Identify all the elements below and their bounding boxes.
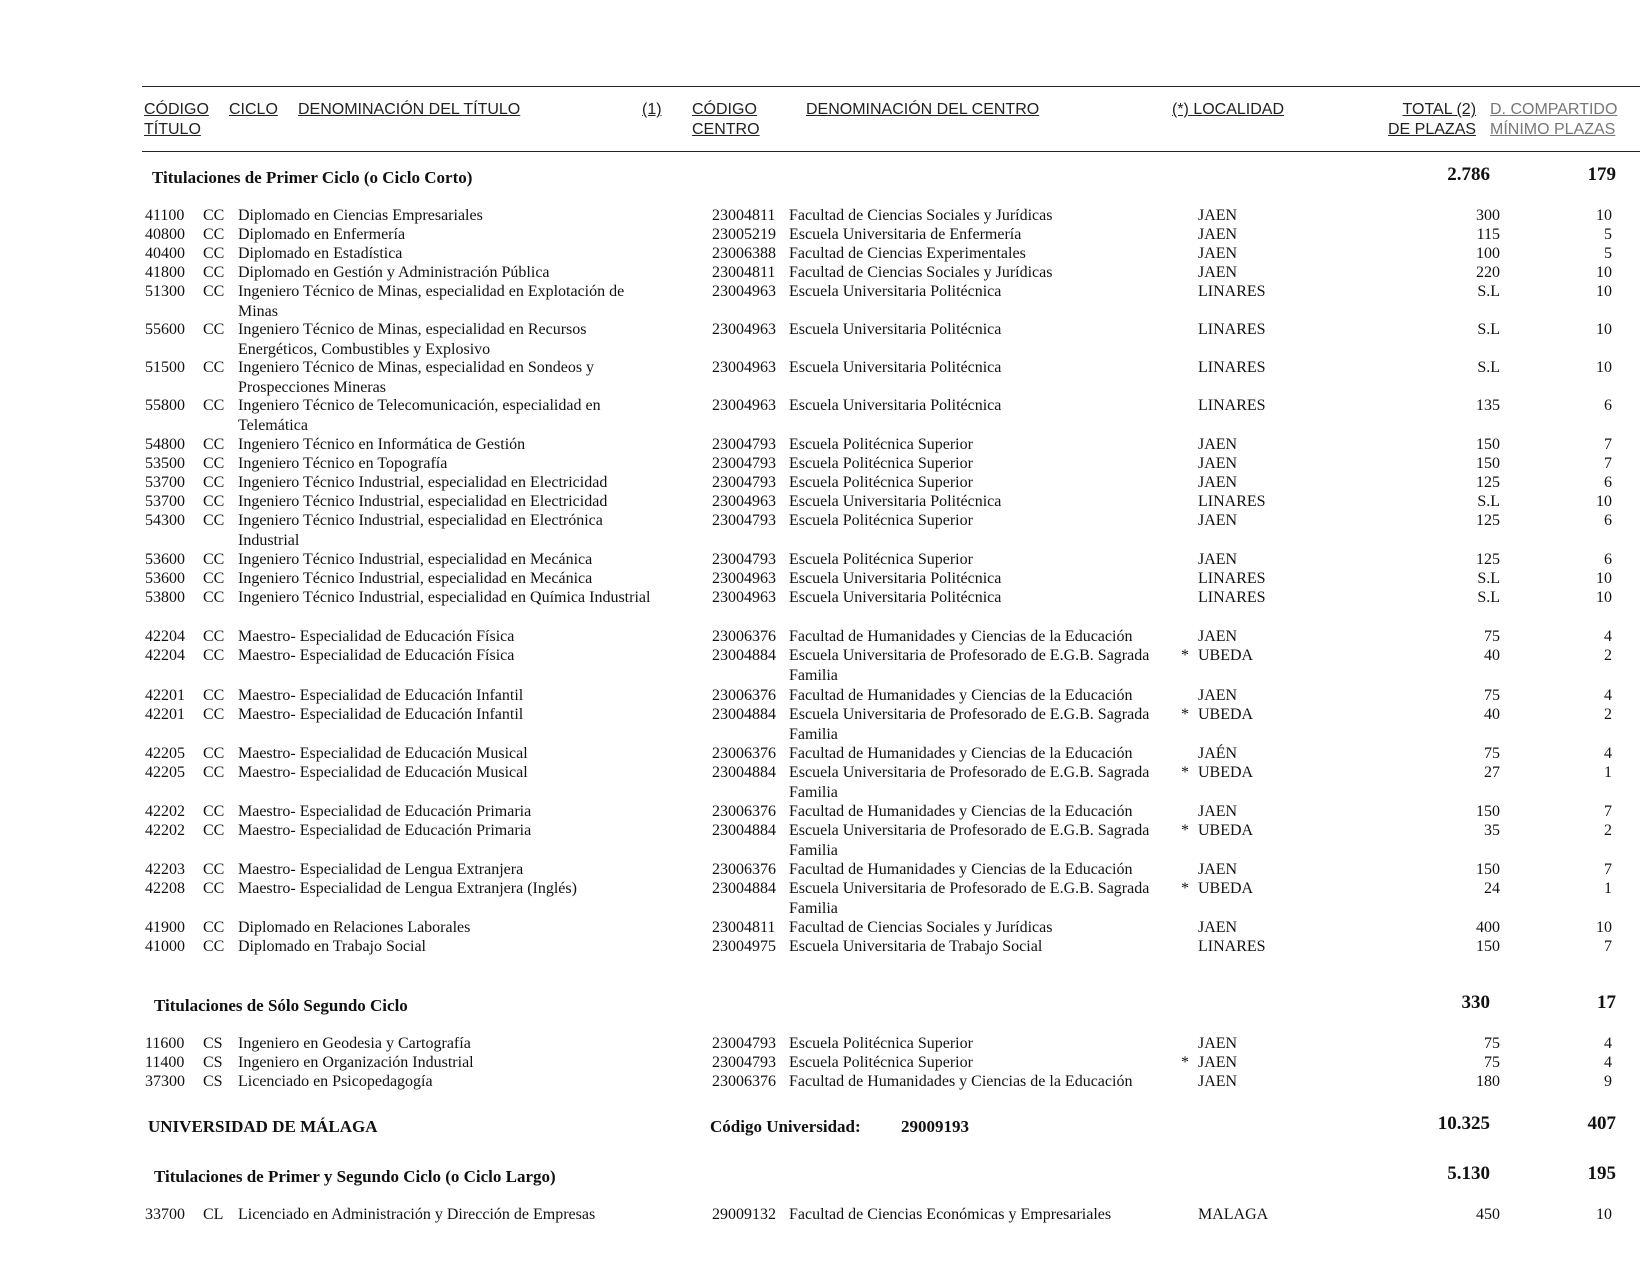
row-codigo-titulo: 41900 [145, 919, 185, 936]
row-total-plazas: 300 [1476, 207, 1500, 224]
section-minimo-segundo-ciclo: 17 [1597, 992, 1616, 1013]
row-localidad: JAEN [1198, 628, 1238, 645]
row-codigo-titulo: 42201 [145, 706, 185, 723]
row-codigo-centro: 23006376 [712, 1073, 776, 1090]
university-name: UNIVERSIDAD DE MÁLAGA [148, 1117, 378, 1136]
row-nota-asterisco: * [1181, 647, 1189, 664]
row-total-plazas: 180 [1476, 1073, 1500, 1090]
row-denominacion-centro: Escuela Universitaria de Profesorado de E.G.B. Sagrada Familia [789, 880, 1150, 917]
row-codigo-centro: 29009132 [712, 1206, 776, 1223]
row-denominacion-centro: Escuela Universitaria Politécnica [789, 397, 1002, 414]
row-ciclo: CC [203, 474, 225, 491]
row-localidad: JAEN [1198, 861, 1238, 878]
row-codigo-centro: 23006376 [712, 745, 776, 762]
row-codigo-titulo: 11600 [145, 1035, 185, 1052]
row-codigo-titulo: 42203 [145, 861, 185, 878]
row-localidad: JAEN [1198, 1073, 1238, 1090]
row-minimo-plazas: 2 [1604, 647, 1612, 664]
row-total-plazas: S.L [1477, 570, 1500, 587]
row-nota-asterisco: * [1181, 822, 1189, 839]
row-localidad: LINARES [1198, 283, 1266, 300]
row-total-plazas: 75 [1484, 628, 1500, 645]
row-ciclo: CS [203, 1054, 223, 1071]
row-minimo-plazas: 2 [1604, 822, 1612, 839]
row-total-plazas: 125 [1476, 474, 1500, 491]
row-total-plazas: 75 [1484, 687, 1500, 704]
row-nota-asterisco: * [1181, 1054, 1189, 1071]
row-codigo-titulo: 37300 [145, 1073, 185, 1090]
row-total-plazas: 75 [1484, 1054, 1500, 1071]
row-minimo-plazas: 6 [1604, 397, 1612, 414]
row-total-plazas: 135 [1476, 397, 1500, 414]
row-total-plazas: 150 [1476, 938, 1500, 955]
row-minimo-plazas: 4 [1604, 687, 1612, 704]
row-denominacion-titulo: Diplomado en Ciencias Empresariales [238, 207, 483, 224]
row-ciclo: CC [203, 321, 225, 338]
row-codigo-titulo: 53800 [145, 589, 185, 606]
row-codigo-titulo: 41100 [145, 207, 185, 224]
row-denominacion-centro: Escuela Universitaria Politécnica [789, 570, 1002, 587]
row-denominacion-centro: Facultad de Humanidades y Ciencias de la Educación [789, 803, 1133, 820]
row-codigo-titulo: 33700 [145, 1206, 185, 1223]
row-total-plazas: S.L [1477, 359, 1500, 376]
row-codigo-centro: 23004793 [712, 1054, 776, 1071]
row-codigo-titulo: 42208 [145, 880, 185, 897]
row-denominacion-titulo: Diplomado en Enfermería [238, 226, 406, 243]
header-compartido: D. COMPARTIDO MÍNIMO PLAZAS [1490, 101, 1618, 138]
row-denominacion-titulo: Ingeniero Técnico de Minas, especialidad en Sondeos y Prospecciones Mineras [238, 359, 595, 396]
row-codigo-centro: 23006376 [712, 628, 776, 645]
row-total-plazas: 27 [1484, 764, 1500, 781]
row-localidad: MALAGA [1198, 1206, 1269, 1223]
row-minimo-plazas: 10 [1596, 570, 1612, 587]
row-minimo-plazas: 10 [1596, 1206, 1612, 1223]
row-minimo-plazas: 4 [1604, 745, 1612, 762]
row-denominacion-centro: Facultad de Ciencias Experimentales [789, 245, 1026, 262]
row-ciclo: CC [203, 938, 225, 955]
row-denominacion-titulo: Licenciado en Administración y Dirección de Empresas [238, 1206, 596, 1223]
row-codigo-titulo: 42204 [145, 628, 185, 645]
row-nota-asterisco: * [1181, 764, 1189, 781]
row-codigo-centro: 23004793 [712, 436, 776, 453]
row-denominacion-centro: Escuela Universitaria Politécnica [789, 359, 1002, 376]
row-total-plazas: 125 [1476, 512, 1500, 529]
row-denominacion-centro: Escuela Universitaria Politécnica [789, 493, 1002, 510]
section-minimo-ciclo-largo: 195 [1587, 1163, 1616, 1184]
row-codigo-centro: 23004811 [712, 919, 776, 936]
row-ciclo: CC [203, 207, 225, 224]
row-codigo-centro: 23004793 [712, 1035, 776, 1052]
header-denominacion-titulo: DENOMINACIÓN DEL TÍTULO [298, 101, 521, 118]
row-denominacion-centro: Facultad de Humanidades y Ciencias de la Educación [789, 628, 1133, 645]
row-denominacion-titulo: Maestro- Especialidad de Educación Infantil [238, 687, 524, 704]
row-codigo-centro: 23004884 [712, 764, 776, 781]
row-localidad: JAEN [1198, 687, 1238, 704]
row-localidad: JAEN [1198, 474, 1238, 491]
row-minimo-plazas: 6 [1604, 474, 1612, 491]
row-codigo-titulo: 54800 [145, 436, 185, 453]
row-denominacion-centro: Escuela Politécnica Superior [789, 512, 973, 529]
header-total-plazas: TOTAL (2) DE PLAZAS [1388, 101, 1477, 138]
row-codigo-titulo: 53500 [145, 455, 185, 472]
row-denominacion-centro: Escuela Universitaria de Profesorado de E.G.B. Sagrada Familia [789, 647, 1150, 684]
row-codigo-centro: 23004811 [712, 264, 776, 281]
row-denominacion-titulo: Diplomado en Relaciones Laborales [238, 919, 471, 936]
row-localidad: LINARES [1198, 397, 1266, 414]
row-localidad: LINARES [1198, 938, 1266, 955]
row-localidad: LINARES [1198, 589, 1266, 606]
row-denominacion-centro: Escuela Universitaria Politécnica [789, 283, 1002, 300]
row-ciclo: CC [203, 706, 225, 723]
row-denominacion-centro: Escuela Politécnica Superior [789, 1035, 973, 1052]
row-denominacion-centro: Escuela Universitaria Politécnica [789, 589, 1002, 606]
row-codigo-titulo: 51300 [145, 283, 185, 300]
row-localidad: LINARES [1198, 493, 1266, 510]
row-denominacion-centro: Escuela Politécnica Superior [789, 474, 973, 491]
row-denominacion-titulo: Ingeniero en Organización Industrial [238, 1054, 474, 1071]
row-codigo-titulo: 42202 [145, 822, 185, 839]
row-minimo-plazas: 10 [1596, 283, 1612, 300]
row-codigo-centro: 23004975 [712, 938, 776, 955]
row-codigo-titulo: 55600 [145, 321, 185, 338]
row-localidad: LINARES [1198, 359, 1266, 376]
row-total-plazas: S.L [1477, 283, 1500, 300]
row-minimo-plazas: 6 [1604, 551, 1612, 568]
row-minimo-plazas: 10 [1596, 321, 1612, 338]
row-codigo-titulo: 11400 [145, 1054, 185, 1071]
row-total-plazas: 40 [1484, 647, 1500, 664]
row-minimo-plazas: 1 [1604, 880, 1612, 897]
row-ciclo: CC [203, 512, 225, 529]
row-denominacion-centro: Escuela Politécnica Superior [789, 1054, 973, 1071]
row-ciclo: CC [203, 570, 225, 587]
row-localidad: JAEN [1198, 455, 1238, 472]
row-denominacion-centro: Escuela Universitaria de Enfermería [789, 226, 1022, 243]
row-denominacion-centro: Escuela Politécnica Superior [789, 455, 973, 472]
section-total-ciclo-largo: 5.130 [1447, 1163, 1490, 1184]
row-localidad: JAEN [1198, 1035, 1238, 1052]
row-denominacion-titulo: Ingeniero Técnico de Minas, especialidad en Recursos Energéticos, Combustibles y Explosivo [238, 321, 587, 358]
row-total-plazas: 35 [1484, 822, 1500, 839]
row-denominacion-titulo: Maestro- Especialidad de Educación Infantil [238, 706, 524, 723]
row-localidad: JAEN [1198, 226, 1238, 243]
row-denominacion-titulo: Diplomado en Estadística [238, 245, 403, 262]
row-denominacion-centro: Facultad de Ciencias Sociales y Jurídicas [789, 919, 1053, 936]
row-denominacion-centro: Escuela Universitaria de Trabajo Social [789, 938, 1043, 955]
row-denominacion-titulo: Maestro- Especialidad de Educación Musical [238, 764, 528, 781]
row-codigo-centro: 23004963 [712, 397, 776, 414]
row-ciclo: CC [203, 628, 225, 645]
row-denominacion-titulo: Ingeniero Técnico Industrial, especialidad en Mecánica [238, 570, 593, 587]
row-total-plazas: S.L [1477, 321, 1500, 338]
row-ciclo: CC [203, 745, 225, 762]
row-localidad: UBEDA [1198, 764, 1254, 781]
row-codigo-centro: 23004963 [712, 359, 776, 376]
row-total-plazas: 220 [1476, 264, 1500, 281]
row-codigo-titulo: 55800 [145, 397, 185, 414]
row-minimo-plazas: 10 [1596, 264, 1612, 281]
row-denominacion-titulo: Maestro- Especialidad de Lengua Extranjera [238, 861, 524, 878]
row-minimo-plazas: 7 [1604, 803, 1612, 820]
header-top-rule [142, 86, 1640, 87]
row-denominacion-titulo: Diplomado en Trabajo Social [238, 938, 426, 955]
row-codigo-centro: 23004793 [712, 474, 776, 491]
row-codigo-centro: 23004884 [712, 647, 776, 664]
row-localidad: JAEN [1198, 207, 1238, 224]
row-ciclo: CS [203, 1073, 223, 1090]
row-denominacion-titulo: Maestro- Especialidad de Educación Primaria [238, 822, 532, 839]
row-ciclo: CC [203, 687, 225, 704]
row-minimo-plazas: 6 [1604, 512, 1612, 529]
row-codigo-titulo: 53600 [145, 551, 185, 568]
row-codigo-centro: 23006376 [712, 687, 776, 704]
row-ciclo: CC [203, 283, 225, 300]
row-total-plazas: 24 [1484, 880, 1500, 897]
row-localidad: UBEDA [1198, 647, 1254, 664]
row-ciclo: CC [203, 397, 225, 414]
row-codigo-titulo: 42201 [145, 687, 185, 704]
row-ciclo: CC [203, 455, 225, 472]
row-denominacion-titulo: Maestro- Especialidad de Educación Musical [238, 745, 528, 762]
row-denominacion-centro: Escuela Universitaria de Profesorado de E.G.B. Sagrada Familia [789, 706, 1150, 743]
row-localidad: UBEDA [1198, 880, 1254, 897]
row-codigo-titulo: 53700 [145, 493, 185, 510]
row-codigo-centro: 23004884 [712, 880, 776, 897]
row-ciclo: CC [203, 264, 225, 281]
row-codigo-centro: 23004793 [712, 512, 776, 529]
row-codigo-centro: 23004963 [712, 570, 776, 587]
row-total-plazas: 150 [1476, 861, 1500, 878]
row-total-plazas: S.L [1477, 493, 1500, 510]
row-codigo-centro: 23006388 [712, 245, 776, 262]
row-minimo-plazas: 1 [1604, 764, 1612, 781]
row-codigo-centro: 23004884 [712, 706, 776, 723]
row-localidad: JAEN [1198, 245, 1238, 262]
row-total-plazas: S.L [1477, 589, 1500, 606]
row-denominacion-titulo: Ingeniero Técnico Industrial, especialidad en Electricidad [238, 493, 608, 510]
row-denominacion-centro: Facultad de Humanidades y Ciencias de la Educación [789, 1073, 1133, 1090]
row-minimo-plazas: 9 [1604, 1073, 1612, 1090]
row-minimo-plazas: 10 [1596, 919, 1612, 936]
row-codigo-centro: 23005219 [712, 226, 776, 243]
row-total-plazas: 75 [1484, 1035, 1500, 1052]
row-minimo-plazas: 4 [1604, 1035, 1612, 1052]
row-minimo-plazas: 5 [1604, 226, 1612, 243]
row-ciclo: CC [203, 436, 225, 453]
row-ciclo: CC [203, 226, 225, 243]
university-minimo: 407 [1587, 1113, 1616, 1134]
row-denominacion-titulo: Diplomado en Gestión y Administración Pública [238, 264, 550, 281]
row-ciclo: CC [203, 493, 225, 510]
row-codigo-centro: 23006376 [712, 803, 776, 820]
row-codigo-centro: 23004793 [712, 455, 776, 472]
row-ciclo: CC [203, 880, 225, 897]
header-bottom-rule [142, 151, 1640, 152]
section-minimo-primer-ciclo: 179 [1587, 164, 1616, 185]
row-localidad: JAEN [1198, 551, 1238, 568]
row-ciclo: CC [203, 803, 225, 820]
row-codigo-titulo: 41800 [145, 264, 185, 281]
row-total-plazas: 400 [1476, 919, 1500, 936]
row-denominacion-titulo: Ingeniero Técnico de Minas, especialidad en Explotación de Minas [238, 283, 625, 320]
row-ciclo: CC [203, 764, 225, 781]
row-localidad: JAEN [1198, 436, 1238, 453]
section-title-segundo-ciclo: Titulaciones de Sólo Segundo Ciclo [154, 996, 408, 1015]
row-denominacion-centro: Facultad de Humanidades y Ciencias de la Educación [789, 861, 1133, 878]
row-minimo-plazas: 4 [1604, 628, 1612, 645]
row-codigo-titulo: 54300 [145, 512, 185, 529]
row-codigo-centro: 23004793 [712, 551, 776, 568]
row-ciclo: CC [203, 647, 225, 664]
row-minimo-plazas: 7 [1604, 861, 1612, 878]
row-codigo-centro: 23004963 [712, 493, 776, 510]
row-minimo-plazas: 2 [1604, 706, 1612, 723]
row-codigo-titulo: 42205 [145, 764, 185, 781]
row-codigo-centro: 23004884 [712, 822, 776, 839]
header-codigo-centro: CÓDIGO CENTRO [692, 101, 760, 138]
row-denominacion-titulo: Ingeniero Técnico Industrial, especialidad en Mecánica [238, 551, 593, 568]
section-title-ciclo-largo: Titulaciones de Primer y Segundo Ciclo (o Ciclo Largo) [154, 1167, 556, 1186]
section-total-segundo-ciclo: 330 [1461, 992, 1490, 1013]
header-denominacion-centro: DENOMINACIÓN DEL CENTRO [806, 101, 1040, 118]
row-total-plazas: 75 [1484, 745, 1500, 762]
row-codigo-titulo: 42204 [145, 647, 185, 664]
row-ciclo: CC [203, 822, 225, 839]
row-localidad: LINARES [1198, 321, 1266, 338]
row-codigo-centro: 23004811 [712, 207, 776, 224]
row-minimo-plazas: 10 [1596, 207, 1612, 224]
row-denominacion-titulo: Maestro- Especialidad de Lengua Extranjera (Inglés) [238, 880, 577, 897]
row-ciclo: CC [203, 359, 225, 376]
row-ciclo: CS [203, 1035, 223, 1052]
row-nota-asterisco: * [1181, 880, 1189, 897]
row-total-plazas: 150 [1476, 455, 1500, 472]
row-total-plazas: 150 [1476, 803, 1500, 820]
row-codigo-titulo: 51500 [145, 359, 185, 376]
row-codigo-titulo: 42205 [145, 745, 185, 762]
row-denominacion-centro: Facultad de Ciencias Sociales y Jurídicas [789, 264, 1053, 281]
row-localidad: JAEN [1198, 1054, 1238, 1071]
row-ciclo: CC [203, 589, 225, 606]
university-code: 29009193 [901, 1117, 969, 1136]
row-minimo-plazas: 10 [1596, 493, 1612, 510]
row-codigo-titulo: 40800 [145, 226, 185, 243]
row-denominacion-centro: Escuela Universitaria de Profesorado de E.G.B. Sagrada Familia [789, 764, 1150, 801]
section-title-primer-ciclo: Titulaciones de Primer Ciclo (o Ciclo Corto) [152, 168, 473, 187]
row-localidad: LINARES [1198, 570, 1266, 587]
row-codigo-centro: 23004963 [712, 283, 776, 300]
row-codigo-titulo: 53600 [145, 570, 185, 587]
row-codigo-centro: 23004963 [712, 321, 776, 338]
row-minimo-plazas: 10 [1596, 589, 1612, 606]
row-localidad: UBEDA [1198, 822, 1254, 839]
row-ciclo: CC [203, 551, 225, 568]
row-codigo-titulo: 40400 [145, 245, 185, 262]
row-denominacion-titulo: Maestro- Especialidad de Educación Primaria [238, 803, 532, 820]
row-denominacion-titulo: Ingeniero Técnico Industrial, especialidad en Química Industrial [238, 589, 651, 606]
row-localidad: JAEN [1198, 803, 1238, 820]
row-ciclo: CC [203, 245, 225, 262]
section-total-primer-ciclo: 2.786 [1447, 164, 1490, 185]
header-localidad: (*) LOCALIDAD [1172, 101, 1285, 118]
header-nota-1: (1) [642, 101, 662, 118]
row-localidad: JAEN [1198, 512, 1238, 529]
row-denominacion-titulo: Ingeniero Técnico en Informática de Gestión [238, 436, 526, 453]
row-nota-asterisco: * [1181, 706, 1189, 723]
row-codigo-titulo: 41000 [145, 938, 185, 955]
row-denominacion-titulo: Maestro- Especialidad de Educación Física [238, 647, 515, 664]
row-total-plazas: 115 [1476, 226, 1500, 243]
row-denominacion-centro: Facultad de Ciencias Sociales y Jurídicas [789, 207, 1053, 224]
row-codigo-centro: 23004963 [712, 589, 776, 606]
row-total-plazas: 450 [1476, 1206, 1500, 1223]
row-denominacion-centro: Escuela Politécnica Superior [789, 436, 973, 453]
row-minimo-plazas: 7 [1604, 455, 1612, 472]
university-total: 10.325 [1437, 1113, 1490, 1134]
row-minimo-plazas: 7 [1604, 938, 1612, 955]
row-denominacion-titulo: Maestro- Especialidad de Educación Física [238, 628, 515, 645]
row-ciclo: CL [203, 1206, 224, 1223]
row-codigo-centro: 23006376 [712, 861, 776, 878]
row-localidad: UBEDA [1198, 706, 1254, 723]
row-total-plazas: 150 [1476, 436, 1500, 453]
row-denominacion-titulo: Ingeniero Técnico Industrial, especialidad en Electrónica Industrial [238, 512, 603, 549]
row-denominacion-titulo: Ingeniero Técnico Industrial, especialidad en Electricidad [238, 474, 608, 491]
row-ciclo: CC [203, 861, 225, 878]
row-minimo-plazas: 5 [1604, 245, 1612, 262]
row-codigo-titulo: 42202 [145, 803, 185, 820]
row-denominacion-titulo: Licenciado en Psicopedagogía [238, 1073, 433, 1090]
row-ciclo: CC [203, 919, 225, 936]
header-ciclo: CICLO [229, 101, 278, 118]
row-total-plazas: 125 [1476, 551, 1500, 568]
row-denominacion-titulo: Ingeniero Técnico en Topografía [238, 455, 448, 472]
row-localidad: JAEN [1198, 919, 1238, 936]
header-codigo-titulo: CÓDIGO TÍTULO [144, 101, 209, 138]
row-minimo-plazas: 4 [1604, 1054, 1612, 1071]
row-total-plazas: 40 [1484, 706, 1500, 723]
row-minimo-plazas: 10 [1596, 359, 1612, 376]
row-denominacion-titulo: Ingeniero en Geodesia y Cartografía [238, 1035, 471, 1052]
row-denominacion-centro: Facultad de Ciencias Económicas y Empresariales [789, 1206, 1112, 1223]
row-denominacion-centro: Facultad de Humanidades y Ciencias de la Educación [789, 687, 1133, 704]
row-codigo-titulo: 53700 [145, 474, 185, 491]
university-code-label: Código Universidad: [710, 1117, 861, 1136]
row-denominacion-centro: Escuela Politécnica Superior [789, 551, 973, 568]
row-localidad: JAEN [1198, 264, 1238, 281]
row-total-plazas: 100 [1476, 245, 1500, 262]
row-denominacion-centro: Escuela Universitaria Politécnica [789, 321, 1002, 338]
row-denominacion-centro: Escuela Universitaria de Profesorado de E.G.B. Sagrada Familia [789, 822, 1150, 859]
row-denominacion-titulo: Ingeniero Técnico de Telecomunicación, especialidad en Telemática [238, 397, 601, 434]
row-minimo-plazas: 7 [1604, 436, 1612, 453]
row-localidad: JAÉN [1198, 745, 1238, 762]
row-denominacion-centro: Facultad de Humanidades y Ciencias de la Educación [789, 745, 1133, 762]
